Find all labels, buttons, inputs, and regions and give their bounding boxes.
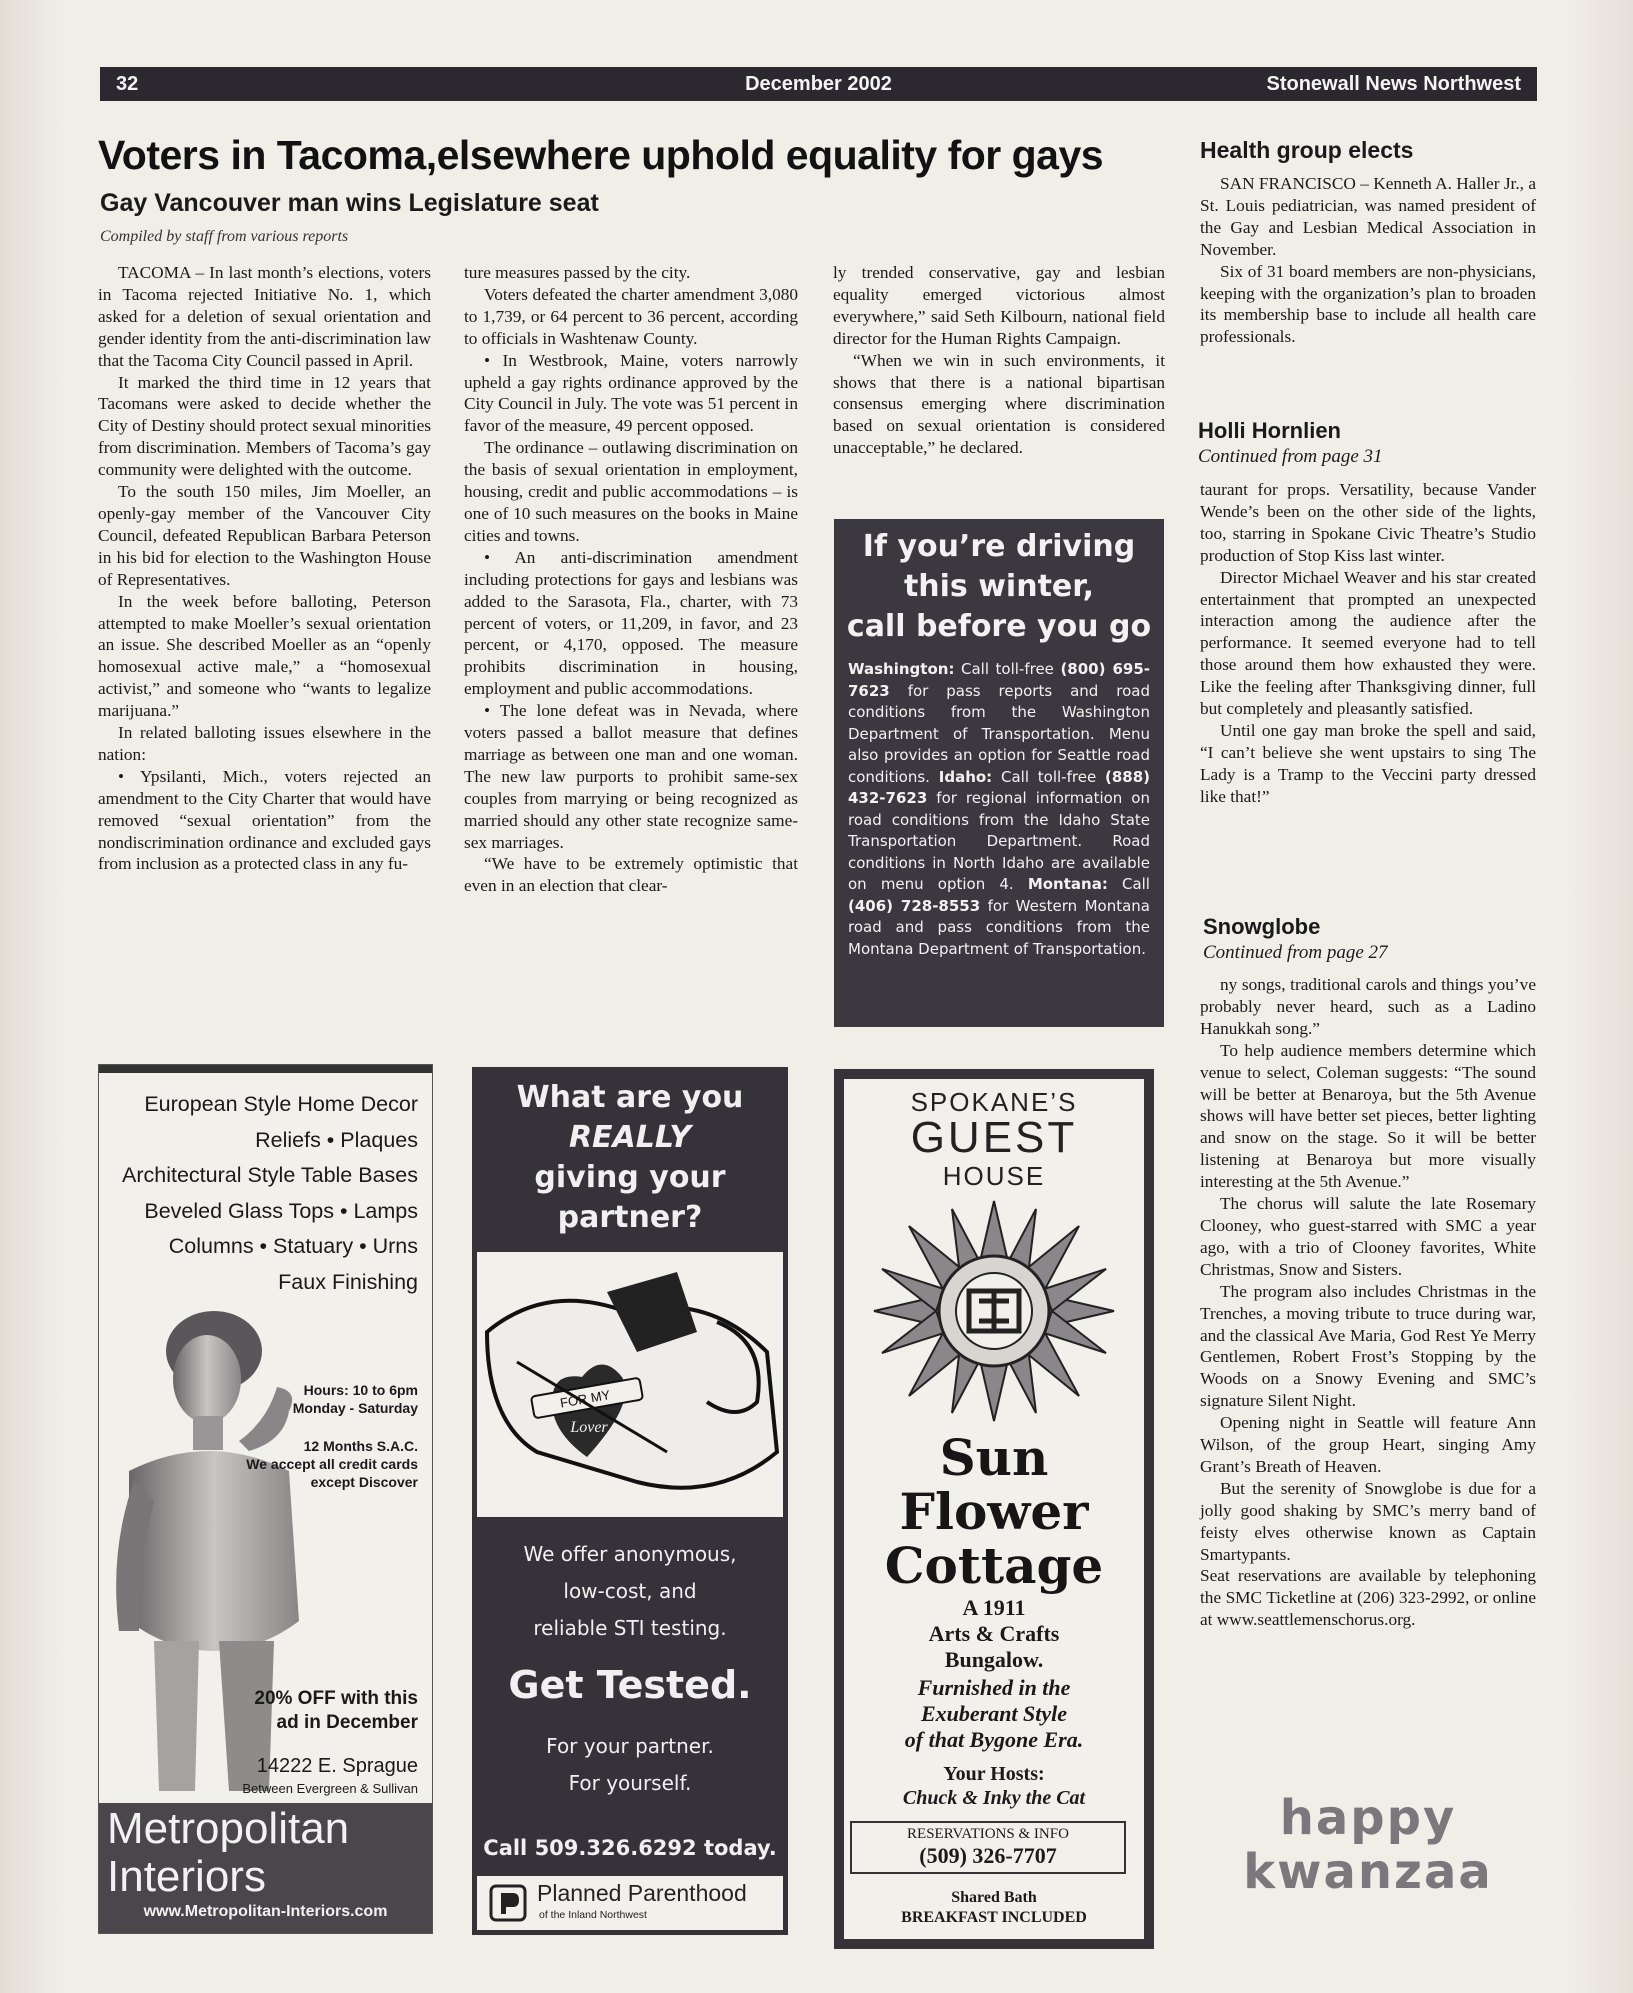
pp-offer-line: reliable STI testing. [533, 1616, 727, 1640]
story-paragraph: Director Michael Weaver and his star created entertainment that prompted an unexpected interaction among the audience after the performance. It seemed everyone had to tell those around them how exhausted they were. Like the feeling after Thanksgiving dinner, full but completely and pleasantly satisfied. [1200, 567, 1536, 719]
product-line: Architectural Style Table Bases [122, 1163, 418, 1187]
health-group-title: Health group elects [1200, 137, 1414, 163]
story-paragraph: Opening night in Seattle will feature Ann Wilson, of the group Heart, singing Amy Grant’s Breath of Heaven. [1200, 1413, 1536, 1476]
shared-bath: Shared Bath [951, 1889, 1037, 1906]
health-group-story [1200, 173, 1536, 348]
product-line: Columns • Statuary • Urns [168, 1234, 418, 1258]
article-paragraph: In related balloting issues elsewhere in the nation: [98, 723, 431, 764]
store-name-line: Metropolitan [107, 1804, 350, 1853]
article-paragraph: Voters defeated the charter amendment 3,080 to 1,739, or 64 percent to 36 percent, according to officials in Washtenaw County. [464, 284, 798, 348]
pp-headline-line: What are you [516, 1080, 744, 1115]
pp-for [473, 1728, 787, 1802]
store-address: 14222 E. Sprague [256, 1755, 418, 1777]
hosts-names: Chuck & Inky the Cat [902, 1787, 1086, 1809]
montana-label: Montana: [1027, 875, 1108, 893]
offer-line: 20% OFF with this [254, 1688, 418, 1709]
hosts-label: Your Hosts: [943, 1763, 1045, 1785]
holli-continued-note: Continued from page 31 [1198, 446, 1383, 467]
cottage-desc-line: A 1911 [962, 1595, 1026, 1620]
ad-top-bar [99, 1065, 432, 1073]
heart-banner-text: FOR MY [558, 1387, 612, 1411]
article-byline: Compiled by staff from various reports [100, 228, 349, 245]
product-line: Reliefs • Plaques [255, 1127, 418, 1152]
reservations-phone: (509) 326-7707 [919, 1843, 1057, 1868]
pp-logo-footer [477, 1876, 783, 1930]
article-paragraph: To the south 150 miles, Jim Moeller, an openly-gay member of the Vancouver City Council, defeated Republican Barbara Peterson in his bid for election to the Washington House of Representatives. [98, 482, 431, 589]
reservations-label: RESERVATIONS & INFO [907, 1826, 1069, 1842]
article-paragraph: “We have to be extremely optimistic that even in an election that clear- [464, 854, 798, 896]
article-paragraph: In the week before balloting, Peterson attempted to make Moeller’s sexual orientation an issue. She described Moeller as an “openly homosexual active male,” a “homosexual activist,” and someone who “wants to legalize marijuana.” [98, 591, 431, 721]
article-headline: Voters in Tacoma,elsewhere uphold equality for gays [98, 132, 1104, 178]
cottage-name-line: Sun [939, 1428, 1049, 1487]
article-paragraph: • An anti-discrimination amendment including protections for gays and lesbians was added to the Sarasota, Fla., charter, with 73 percent of voters, or 11,209, in favor, and 23 percent, or 4,170, opposed. The measure prohibits discrimination in housing, employment and public accommodations. [464, 547, 798, 699]
publication-name: Stonewall News Northwest [1266, 73, 1521, 95]
metropolitan-interiors-ad [98, 1064, 433, 1934]
pp-org-subtitle: of the Inland Northwest [539, 1909, 647, 1921]
credit-line: We accept all credit cards [246, 1456, 418, 1472]
store-hours [293, 1381, 418, 1417]
sun-flower-cottage-ad [834, 1069, 1154, 1949]
pp-headline-line: giving your [534, 1160, 726, 1195]
cottage-name-line: Flower [899, 1482, 1089, 1541]
road-ad-headline-line: If you’re driving [862, 529, 1136, 564]
article-column-2 [464, 262, 798, 897]
tattoo-arm-illustration [477, 1252, 783, 1517]
store-name-line: Interiors [107, 1852, 266, 1901]
article-subhead: Gay Vancouver man wins Legislature seat [100, 189, 599, 217]
offer-line: ad in December [276, 1712, 418, 1733]
montana-phone: (406) 728-8553 [848, 896, 981, 915]
washington-phone: (800) 695-7623 [848, 660, 1151, 700]
credit-line: 12 Months S.A.C. [303, 1438, 418, 1454]
road-ad-headline-line: call before you go [846, 609, 1152, 644]
pp-offer-line: low-cost, and [563, 1579, 697, 1603]
road-ad-body [834, 647, 1164, 960]
article-paragraph: ly trended conservative, gay and lesbian equality emerged victorious almost everywhere,” said Seth Kilbourn, national field director for the Human Rights Campaign. [833, 263, 1165, 348]
story-paragraph: The program also includes Christmas in the Trenches, a moving tribute to truce during war, and the classical Ave Maria, God Rest Ye Merry Gentlemen, Robert Frost’s Stopping by the Woods on a Snowy Evening and SMC’s signature Silent Night. [1200, 1281, 1536, 1411]
montana-info: for Western Montana road and pass conditions from the Montana Department of Transportation. [848, 896, 1150, 958]
idaho-text: Call toll-free [992, 767, 1105, 786]
article-paragraph: ture measures passed by the city. [464, 263, 691, 282]
holli-hornlien-story [1200, 479, 1536, 808]
idaho-phone: (888) 432-7623 [848, 767, 1150, 807]
credit-info [246, 1437, 418, 1491]
metropolitan-logo [99, 1803, 432, 1933]
snowglobe-story [1200, 974, 1536, 1631]
product-line: Beveled Glass Tops • Lamps [144, 1198, 418, 1223]
montana-text: Call [1107, 875, 1150, 893]
pp-headline-line: partner? [557, 1200, 703, 1235]
article-paragraph: “When we win in such environments, it shows that there is a national bipartisan consensus emerging where discrimination based on sexual orientation is considered unacceptable,” he declared. [833, 350, 1165, 458]
kwanzaa-word: kwanzaa [1243, 1844, 1493, 1900]
road-ad-headline-line: this winter, [903, 569, 1095, 604]
ad-spokanes: SPOKANE’S [910, 1087, 1078, 1117]
breakfast-included: BREAKFAST INCLUDED [901, 1909, 1087, 1926]
article-column-1 [98, 262, 431, 875]
story-paragraph: taurant for props. Versatility, because Vander Wende’s been on the other side of the lights, too, starring in Spokane Civic Theatre’s Studio production of Stop Kiss last winter. [1200, 480, 1536, 565]
planned-parenthood-ad [472, 1067, 788, 1935]
cottage-style-line: of that Bygone Era. [904, 1727, 1084, 1752]
holli-hornlien-title: Holli Hornlien [1198, 418, 1341, 443]
planned-parenthood-logo-icon [489, 1884, 527, 1922]
sunflower-icon [864, 1191, 1124, 1431]
arm-heart-drawing [477, 1252, 783, 1517]
pp-headline-line: REALLY [568, 1120, 692, 1155]
cottage-desc-line: Bungalow. [944, 1647, 1044, 1672]
pp-call-to-action: Get Tested. [508, 1663, 752, 1707]
store-name [107, 1805, 349, 1901]
article-paragraph: It marked the third time in 12 years that Tacomans were asked to decide whether the City of Destiny should protect sexual minorities from discrimination. Members of Tacoma’s gay community were delighted with the outcome. [98, 372, 431, 480]
kwanzaa-word: happy [1279, 1790, 1457, 1846]
pp-for-line: For your partner. [546, 1734, 714, 1758]
story-paragraph: Until one gay man broke the spell and said, “I can’t believe she went upstairs to sing The Lady is a Tramp to the Veccini party dressed like that!” [1200, 720, 1536, 806]
hours-line: Monday - Saturday [292, 1400, 418, 1416]
hours-line: Hours: 10 to 6pm [303, 1382, 418, 1398]
cottage-desc-line: Arts & Crafts [928, 1621, 1060, 1646]
snowglobe-continued-note: Continued from page 27 [1203, 942, 1388, 963]
pp-headline [473, 1078, 787, 1238]
product-line: Faux Finishing [278, 1269, 418, 1294]
page-number: 32 [116, 73, 139, 95]
article-column-3 [833, 262, 1165, 459]
pp-org-name: Planned Parenthood [537, 1880, 747, 1906]
page-header-bar [100, 67, 1537, 101]
road-ad-headline [834, 527, 1164, 647]
ad-house: HOUSE [942, 1161, 1046, 1191]
pp-phone: Call 509.326.6292 today. [483, 1836, 777, 1860]
story-paragraph: The chorus will salute the late Rosemary Clooney, who guest-starred with SMC a year ago, with a trio of Clooney favorites, White Christmas, Snow and Sisters. [1200, 1194, 1536, 1279]
cottage-name-line: Cottage [884, 1536, 1104, 1595]
product-line: European Style Home Decor [144, 1092, 418, 1116]
happy-kwanzaa-graphic [1203, 1792, 1533, 1900]
pp-offer-line: We offer anonymous, [523, 1542, 737, 1566]
cottage-name [844, 1428, 1144, 1595]
cottage-style-line: Exuberant Style [920, 1701, 1068, 1726]
cottage-style-line: Furnished in the [917, 1675, 1071, 1700]
washington-text: Call toll-free [954, 660, 1061, 678]
idaho-info: for regional information on road conditions from the Idaho State Transportation Department. Road conditions in North Idaho are available on menu option 4. [848, 789, 1150, 893]
article-paragraph: • Ypsilanti, Mich., voters rejected an amendment to the City Charter that would have removed “sexual orientation” from the nondiscrimination ordinance and excluded gays from inclusion as a protected class in any fu- [98, 766, 431, 874]
idaho-label: Idaho: [938, 767, 993, 786]
snowglobe-title: Snowglobe [1203, 914, 1321, 939]
pp-for-line: For yourself. [568, 1771, 692, 1795]
cottage-description [844, 1595, 1144, 1673]
story-paragraph: To help audience members determine which venue to select, Coleman suggests: “The sound will be better at Benaroya, but the 5th Avenue shows will have better set pieces, better lighting and snow on the stage. So it will be better listening at Benaroya but more visually interesting at the 5th Avenue.” [1200, 1040, 1536, 1192]
heart-text: Lover [570, 1419, 608, 1436]
cross-streets: Between Evergreen & Sullivan [242, 1781, 418, 1796]
washington-label: Washington: [848, 660, 955, 678]
pp-offer [473, 1536, 787, 1647]
product-list [122, 1087, 418, 1300]
road-conditions-ad [834, 519, 1164, 1027]
story-paragraph: Six of 31 board members are non-physicians, keeping with the organization’s plan to broaden its membership base to include all health care professionals. [1200, 261, 1536, 347]
story-paragraph: ny songs, traditional carols and things you’ve probably never heard, such as a Ladino Hanukkah song.” [1200, 975, 1536, 1038]
issue-date: December 2002 [745, 73, 892, 95]
story-paragraph: Seat reservations are available by telephoning the SMC Ticketline at (206) 323-2992, or online at www.seattlemenschorus.org. [1200, 1566, 1536, 1630]
store-website: www.Metropolitan-Interiors.com [143, 1903, 388, 1920]
article-paragraph: TACOMA – In last month’s elections, voters in Tacoma rejected Initiative No. 1, which asked for a deletion of sexual orientation and gender identity from the anti-discrimination law that the Tacoma City Council passed in April. [98, 263, 431, 370]
article-paragraph: • In Westbrook, Maine, voters narrowly upheld a gay rights ordinance approved by the City Council in July. The vote was 51 percent in favor of the measure, 49 percent opposed. [464, 350, 798, 436]
story-paragraph: SAN FRANCISCO – Kenneth A. Haller Jr., a St. Louis pediatrician, was named president of the Gay and Lesbian Medical Association in November. [1200, 174, 1536, 259]
credit-line: except Discover [310, 1474, 418, 1490]
discount-offer [254, 1687, 418, 1735]
story-paragraph: But the serenity of Snowglobe is due for a jolly good shaking by SMC’s merry band of feisty elves otherwise known as Captain Smartypants. [1200, 1478, 1536, 1564]
cottage-style [844, 1675, 1144, 1753]
washington-info: for pass reports and road conditions from the Washington Department of Transportation. Menu also provides an option for Seattle road conditions. [848, 681, 1150, 786]
article-paragraph: The ordinance – outlawing discrimination on the basis of sexual orientation in employment, housing, credit and public accommodations – is one of 10 such measures on the books in Maine cities and towns. [464, 438, 798, 545]
reservations-box [850, 1821, 1126, 1874]
article-paragraph: • The lone defeat was in Nevada, where voters passed a ballot measure that defines marriage as between one man and one woman. The new law purports to prohibit same-sex couples from marrying or being recognized as married should any other state recognize same-sex marriages. [464, 701, 798, 852]
ad-guest: GUEST [910, 1113, 1078, 1162]
